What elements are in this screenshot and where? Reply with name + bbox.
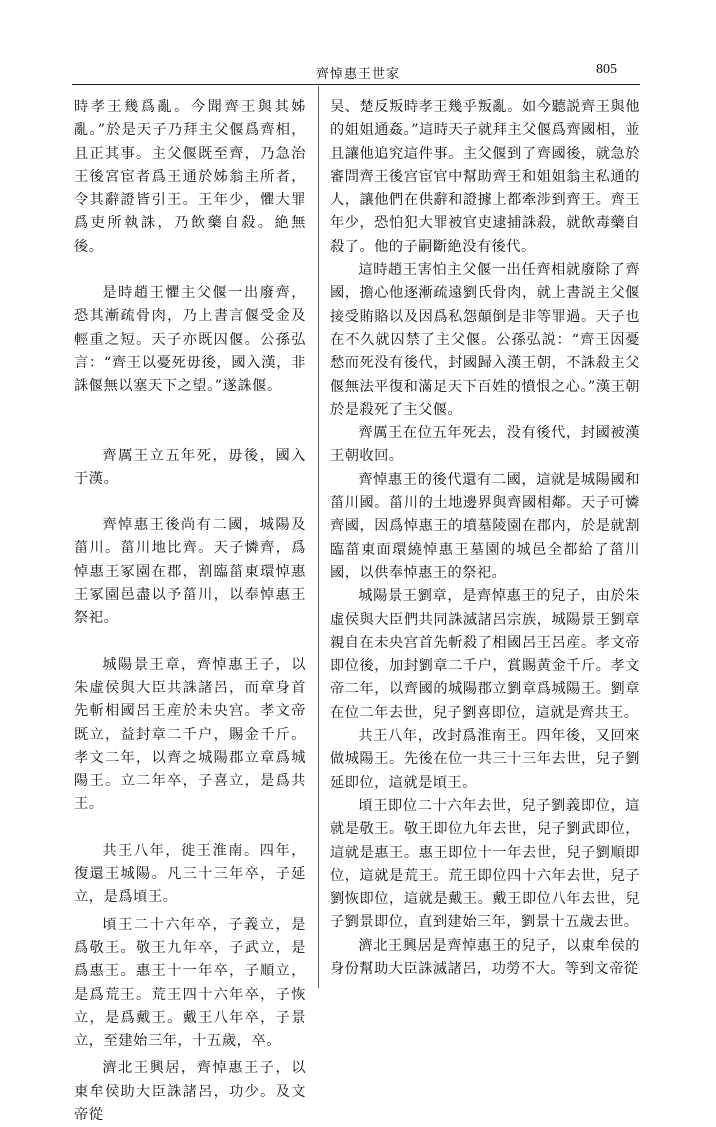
right-paragraph: 濟北王興居是齊悼惠王的兒子，以東牟侯的身份幫助大臣誅滅諸呂，功勞不大。等到文帝從 (330, 937, 640, 977)
page-number: 805 (596, 62, 617, 77)
left-column (74, 96, 306, 1127)
right-paragraph: 頃王即位二十六年去世，兒子劉義即位，這就是敬王。敬王即位九年去世，兒子劉武即位，這就是惠王。惠王即位十一年去世，兒子劉順即位，這就是荒王。荒王即位四十六年去世，兒子劉恢即位，這就是戴王。戴王即位八年去世，兒子劉景即位，直到建始三年，劉景十五歲去世。 (330, 797, 640, 931)
right-column (330, 96, 640, 981)
left-paragraph: 頃王二十六年卒，子義立，是爲敬王。敬王九年卒，子武立，是爲惠王。惠王十一年卒，子順立，是爲荒王。荒王四十六年卒，子恢立，是爲戴王。戴王八年卒，子景立，至建始三年，十五歲，卒。 (74, 916, 306, 1050)
right-paragraph: 齊厲王在位五年死去，没有後代，封國被漢王朝收回。 (330, 425, 640, 465)
left-paragraph: 城陽景王章，齊悼惠王子，以朱虛侯與大臣共誅諸呂，而章身首先斬相國呂王産於未央宫。孝文帝既立，益封章二千户，賜金千斤。孝文二年，以齊之城陽郡立章爲城陽王。立二年卒，子喜立，是爲共王。 (74, 656, 306, 813)
column-divider (318, 86, 319, 988)
left-paragraph: 濟北王興居，齊悼惠王子，以東牟侯助大臣誅諸呂，功少。及文帝從 (74, 1060, 306, 1123)
right-paragraph: 齊悼惠王的後代還有二國，這就是城陽國和菑川國。菑川的土地邊界與齊國相鄰。天子可憐齊國，因爲悼惠王的墳墓陵園在郡内，於是就割臨菑東面環繞悼惠王墓園的城邑全都給了菑川國，以供奉悼惠王的祭祀。 (330, 471, 640, 581)
left-paragraph: 時孝王幾爲亂。今聞齊王與其姊亂。”於是天子乃拜主父偃爲齊相，且正其事。主父偃既至齊，乃急治王後宮宦者爲王通於姊翁主所者，令其辭證皆引王。王年少，懼大罪爲吏所執誅，乃飲藥自殺。絶無後。 (74, 99, 306, 255)
left-paragraph: 齊悼惠王後尚有二國，城陽及菑川。菑川地比齊。天子憐齊，爲悼惠王冢園在郡，割臨菑東環悼惠王冢園邑盡以予菑川，以奉悼惠王祭祀。 (74, 517, 306, 627)
left-paragraph: 共王八年，徙王淮南。四年，復還王城陽。凡三十三年卒，子延立，是爲頃王。 (74, 842, 306, 906)
right-paragraph: 共王八年，改封爲淮南王。四年後，又回來做城陽王。先後在位一共三十三年去世，兒子劉延即位，這就是頃王。 (330, 728, 640, 791)
right-paragraph: 吴、楚反叛時孝王幾乎叛亂。如今聽説齊王與他的姐姐通姦。”這時天子就拜主父偃爲齊國相，並且讓他追究這件事。主父偃到了齊國後，就急於審問齊王後宫宦官中幫助齊王和姐姐翁主私通的人，讓他們在供辭和證據上都牽涉到齊王。齊王年少，恐怕犯大罪被官吏逮捕誅殺，就飲毒藥自殺了。他的子嗣斷絶没有後代。 (330, 99, 640, 255)
left-paragraph: 齊厲王立五年死，毋後，國入于漢。 (74, 447, 306, 487)
left-paragraph: 是時趙王懼主父偃一出廢齊，恐其漸疏骨肉，乃上書言偃受金及輕重之短。天子亦既囚偃。公孫弘言：“齊王以憂死毋後，國入漢，非誅偃無以塞天下之望。”遂誅偃。 (74, 285, 306, 395)
header-title: 齊悼惠王世家 (315, 67, 400, 82)
right-paragraph: 這時趙王害怕主父偃一出任齊相就廢除了齊國，擔心他逐漸疏遠劉氏骨肉，就上書説主父偃接受賄賂以及因爲私怨顛倒是非等罪過。天子也在不久就囚禁了主父偃。公孫弘説：“齊王因憂愁而死没有後代，封國歸入漢王朝，不誅殺主父偃無法平復和滿足天下百姓的憤恨之心。”漢王朝於是殺死了主父偃。 (330, 262, 640, 418)
header-rule (72, 84, 640, 85)
right-paragraph: 城陽景王劉章，是齊悼惠王的兒子，由於朱虛侯與大臣們共同誅滅諸呂宗族，城陽景王劉章親自在未央宫首先斬殺了相國呂王呂産。孝文帝即位後，加封劉章二千户，賞賜黄金千斤。孝文帝二年，以齊國的城陽郡立劉章爲城陽王。劉章在位二年去世，兒子劉喜即位，這就是齊共王。 (330, 588, 640, 721)
